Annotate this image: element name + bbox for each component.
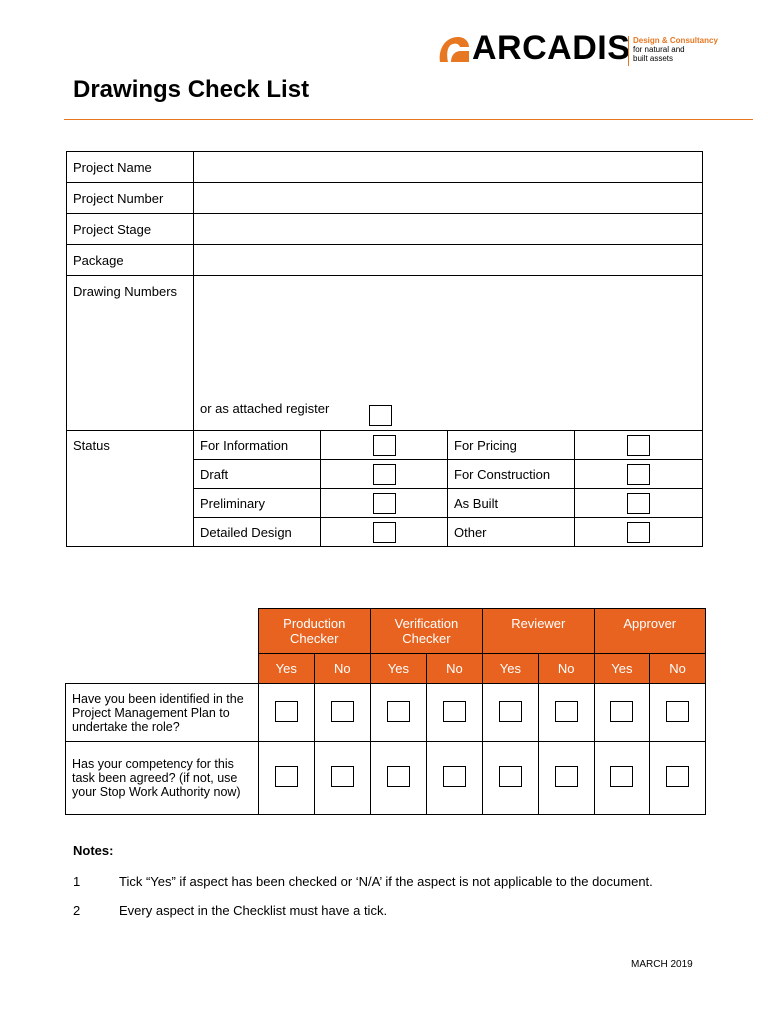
status-label: Status	[67, 431, 194, 547]
notes-heading: Notes:	[73, 843, 114, 858]
production-yes-checkbox[interactable]	[275, 766, 298, 787]
attached-register-checkbox[interactable]	[369, 405, 392, 426]
footer-date: MARCH 2019	[631, 959, 693, 970]
table-row	[67, 214, 703, 245]
approver-yes-checkbox[interactable]	[610, 766, 633, 787]
approver-yes-checkbox[interactable]	[610, 701, 633, 722]
row-label: Package	[67, 245, 194, 276]
brand-wordmark: ARCADIS	[472, 29, 631, 67]
status-option-label: Draft	[194, 460, 321, 489]
reviewer-yes-checkbox[interactable]	[499, 766, 522, 787]
verification-yes-checkbox[interactable]	[387, 766, 410, 787]
reviewer-no-checkbox[interactable]	[555, 766, 578, 787]
table-row	[67, 431, 703, 460]
verification-yes-checkbox[interactable]	[387, 701, 410, 722]
row-label: Project Stage	[67, 214, 194, 245]
tagline-line-2: for natural and	[633, 45, 685, 54]
yes-header: Yes	[370, 654, 426, 684]
question-text: Have you been identified in the Project Management Plan to undertake the role?	[66, 684, 259, 742]
role-header: Reviewer	[483, 609, 595, 654]
project-name-field[interactable]	[194, 152, 703, 183]
table-row	[66, 742, 706, 815]
project-stage-field[interactable]	[194, 214, 703, 245]
note-text: Tick “Yes” if aspect has been checked or ‘N/A’ if the aspect is not applicable to the document.	[119, 874, 653, 889]
role-header: Production Checker	[258, 609, 370, 654]
no-header: No	[314, 654, 370, 684]
draft-checkbox[interactable]	[373, 464, 396, 485]
detailed-design-checkbox[interactable]	[373, 522, 396, 543]
status-option-label: Detailed Design	[194, 518, 321, 547]
page-title: Drawings Check List	[73, 76, 310, 103]
other-checkbox[interactable]	[627, 522, 650, 543]
role-header: Approver	[594, 609, 705, 654]
status-option-label: For Pricing	[448, 431, 575, 460]
role-confirmation-table	[65, 608, 706, 815]
note-number: 2	[73, 903, 81, 918]
table-row	[67, 152, 703, 183]
production-yes-checkbox[interactable]	[275, 701, 298, 722]
approver-no-checkbox[interactable]	[666, 701, 689, 722]
verification-no-checkbox[interactable]	[443, 766, 466, 787]
tagline-line-3: built assets	[633, 54, 674, 63]
row-label: Project Name	[67, 152, 194, 183]
production-no-checkbox[interactable]	[331, 701, 354, 722]
preliminary-checkbox[interactable]	[373, 493, 396, 514]
status-option-label: For Construction	[448, 460, 575, 489]
row-label: Project Number	[67, 183, 194, 214]
brand-tagline	[628, 36, 718, 66]
status-option-label: For Information	[194, 431, 321, 460]
yes-header: Yes	[258, 654, 314, 684]
reviewer-yes-checkbox[interactable]	[499, 701, 522, 722]
production-no-checkbox[interactable]	[331, 766, 354, 787]
table-row	[67, 183, 703, 214]
no-header: No	[426, 654, 482, 684]
question-text: Has your competency for this task been agreed? (if not, use your Stop Work Authority now)	[66, 742, 259, 815]
project-number-field[interactable]	[194, 183, 703, 214]
table-row	[67, 276, 703, 431]
yes-header: Yes	[594, 654, 650, 684]
row-label: Drawing Numbers	[67, 276, 194, 431]
note-text: Every aspect in the Checklist must have a tick.	[119, 903, 388, 918]
tagline-line-1: Design & Consultancy	[633, 36, 718, 45]
note-number: 1	[73, 874, 81, 889]
arcadis-logo-icon	[436, 34, 470, 64]
status-option-label: Preliminary	[194, 489, 321, 518]
role-header: Verification Checker	[370, 609, 482, 654]
no-header: No	[538, 654, 594, 684]
table-row	[67, 245, 703, 276]
drawing-numbers-field[interactable]	[194, 276, 703, 431]
for-construction-checkbox[interactable]	[627, 464, 650, 485]
reviewer-no-checkbox[interactable]	[555, 701, 578, 722]
project-details-table	[66, 151, 703, 547]
approver-no-checkbox[interactable]	[666, 766, 689, 787]
table-row	[66, 654, 706, 684]
no-header: No	[650, 654, 706, 684]
verification-no-checkbox[interactable]	[443, 701, 466, 722]
attached-register-label: or as attached register	[200, 401, 330, 416]
header-divider	[64, 119, 753, 120]
for-pricing-checkbox[interactable]	[627, 435, 650, 456]
yes-header: Yes	[483, 654, 539, 684]
as-built-checkbox[interactable]	[627, 493, 650, 514]
package-field[interactable]	[194, 245, 703, 276]
table-row	[66, 684, 706, 742]
table-row	[66, 609, 706, 654]
status-option-label: Other	[448, 518, 575, 547]
status-option-label: As Built	[448, 489, 575, 518]
for-information-checkbox[interactable]	[373, 435, 396, 456]
